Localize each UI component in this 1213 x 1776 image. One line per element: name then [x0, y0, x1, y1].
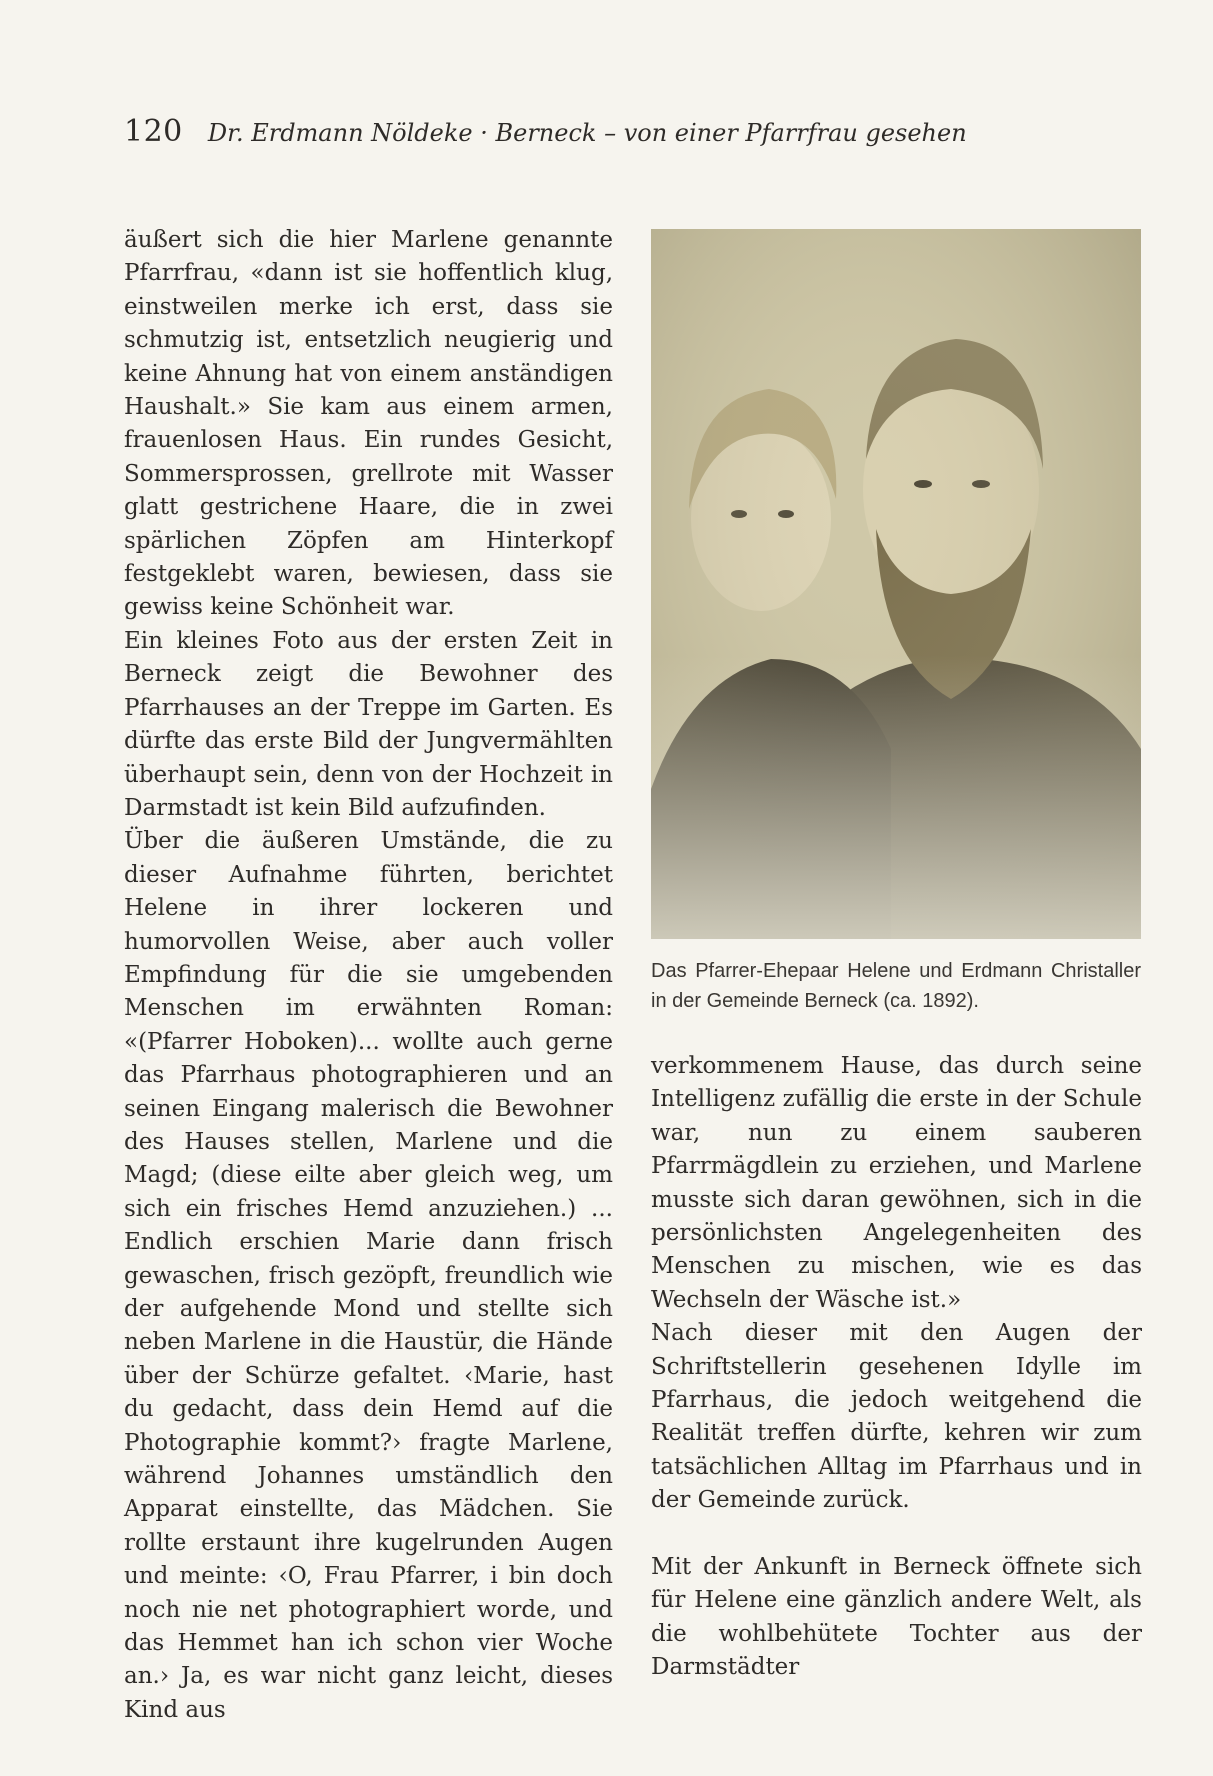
- paragraph: Nach dieser mit den Augen der Schriftstellerin gesehenen Idylle im Pfarrhaus, die jedoch weitgehend die Realität treffen dürfte, kehren wir zum tatsächlichen Alltag im Pfarrhaus und in der Gemeinde zurück.: [651, 1320, 1142, 1514]
- paragraph: Über die äußeren Umstände, die zu dieser Aufnahme führten, berichtet Helene in ihrer lockeren und humorvollen Weise, aber auch voller Empfindung für die sie umgebenden Menschen im erwähnten Roman: «(Pfarrer Hoboken)... wollte auch gerne das Pfarrhaus photographieren und an seinen Eingang malerisch die Bewohner des Hauses stellen, Marlene und die Magd; (diese eilte aber gleich weg, um sich ein frisches Hemd anzuziehen.) ... Endlich erschien Marie dann frisch gewaschen, frisch gezöpft, freundlich wie der aufgehende Mond und stellte sich neben Marlene in die Haustür, die Hände über der Schürze gefaltet. ‹Marie, hast du gedacht, dass dein Hemd auf die Photographie kommt?› fragte Marlene, während Johannes umständlich den Apparat einstellte, das Mädchen. Sie rollte erstaunt ihre kugelrunden Augen und meinte: ‹O, Frau Pfarrer, i bin doch noch nie net photographiert worde, und das Hemmet han ich schon vier Woche an.› Ja, es war nicht ganz leicht, dieses Kind aus: [124, 828, 613, 1723]
- photo-caption: [651, 956, 1141, 1016]
- left-text-column: [124, 224, 613, 1727]
- paragraph: äußert sich die hier Marlene genannte Pfarrfrau, «dann ist sie hoffentlich klug, einstweilen merke ich erst, dass sie schmutzig ist, entsetzlich neugierig und keine Ahnung hat von einem anständigen Haushalt.» Sie kam aus einem armen, frauenlosen Haus. Ein rundes Gesicht, Sommersprossen, grellrote mit Wasser glatt gestrichene Haare, die in zwei spärlichen Zöpfen am Hinterkopf festgeklebt waren, bewiesen, dass sie gewiss keine Schönheit war.: [124, 227, 613, 621]
- running-title: Dr. Erdmann Nöldeke · Berneck – von einer Pfarrfrau gesehen: [207, 119, 967, 147]
- photo-illustration: [651, 229, 1141, 939]
- paragraph: Ein kleines Foto aus der ersten Zeit in Berneck zeigt die Bewohner des Pfarrhauses an der Treppe im Garten. Es dürfte das erste Bild der Jungvermählten überhaupt sein, denn von der Hochzeit in Darmstadt ist kein Bild aufzufinden.: [124, 627, 613, 821]
- paragraph-gap: [651, 1518, 1142, 1551]
- paragraph: verkommenem Hause, das durch seine Intelligenz zufällig die erste in der Schule war, nun zu einem sauberen Pfarrmägdlein zu erziehen, und Marlene musste sich daran gewöhnen, sich in die persönlichsten Angelegenheiten des Menschen zu mischen, wie es das Wechseln der Wäsche ist.»: [651, 1053, 1142, 1313]
- couple-photograph: [651, 229, 1141, 939]
- right-text-column: [651, 1050, 1142, 1684]
- running-head: [124, 114, 967, 149]
- paragraph: Mit der Ankunft in Berneck öffnete sich für Helene eine gänzlich andere Welt, als die wohlbehütete Tochter aus der Darmstädter: [651, 1553, 1142, 1680]
- caption-text: Das Pfarrer-Ehepaar Helene und Erdmann Christaller in der Gemeinde Berneck (ca. 1892).: [651, 960, 1141, 1012]
- page-number: 120: [124, 114, 183, 149]
